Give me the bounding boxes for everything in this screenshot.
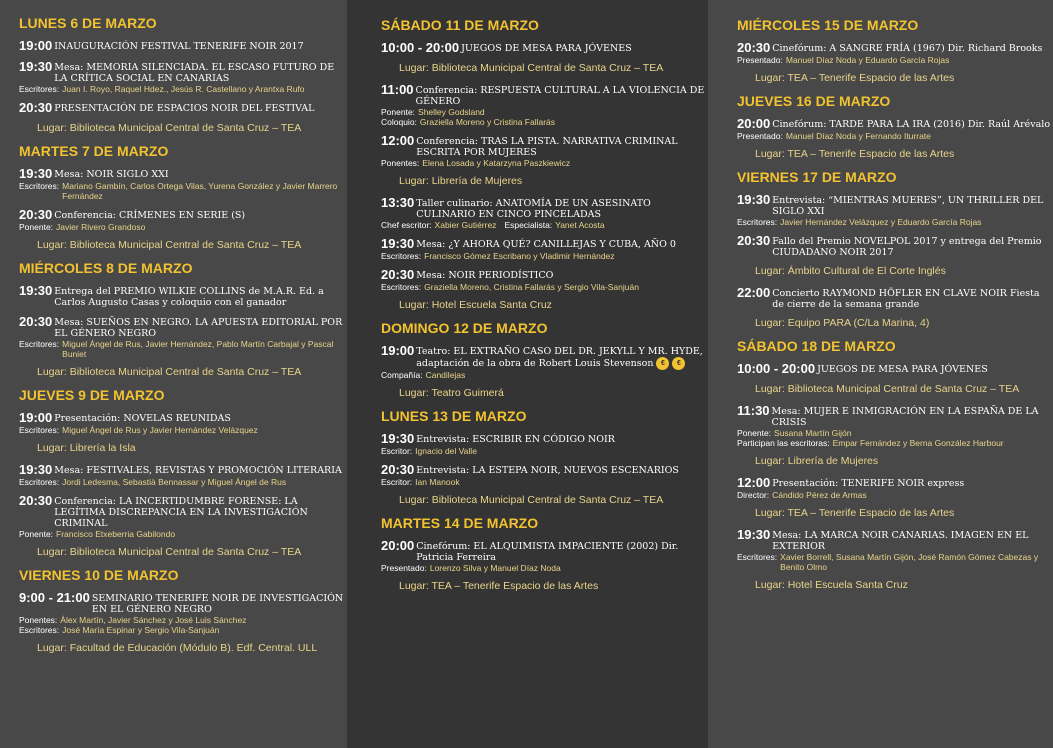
- event-title-text: Fallo del Premio NOVELPOL 2017 y entrega del Premio CIUDADANO NOIR 2017: [772, 236, 1042, 258]
- event-item: [737, 528, 1053, 572]
- day-heading: JUEVES 16 DE MARZO: [737, 93, 891, 109]
- event-time: 19:30: [381, 236, 415, 251]
- event-row: [737, 362, 1053, 376]
- event-people-line: [381, 563, 708, 573]
- event-title-text: PRESENTACIÓN DE ESPACIOS NOIR DEL FESTIVAL: [54, 103, 315, 114]
- event-item: [381, 539, 708, 573]
- day-heading: SÁBADO 11 DE MARZO: [381, 17, 539, 33]
- event-title: [416, 463, 679, 476]
- event-title: [416, 344, 708, 370]
- event-item: [381, 134, 708, 168]
- event-row: [381, 41, 708, 55]
- event-people-line: [381, 251, 708, 261]
- day-heading: DOMINGO 12 DE MARZO: [381, 320, 548, 336]
- person-role: Especialista:: [504, 220, 553, 230]
- day-heading: SÁBADO 18 DE MARZO: [737, 338, 896, 354]
- event-title-text: Mesa: NOIR PERIODÍSTICO: [416, 270, 554, 281]
- event-item: [381, 432, 708, 456]
- person-role: Escritores:: [19, 84, 60, 94]
- event-row: [737, 117, 1053, 131]
- event-people-line: [381, 446, 708, 456]
- person-role: Participan las escritoras:: [737, 438, 830, 448]
- event-title-text: Cinefórum: A SANGRE FRÍA (1967) Dir. Richard Brooks: [772, 43, 1043, 54]
- event-row: [737, 193, 1053, 217]
- person-role: Escritor:: [381, 477, 413, 487]
- event-title-text: Conferencia: RESPUESTA CULTURAL A LA VIOLENCIA DE GÉNERO: [415, 85, 705, 107]
- event-people-line: [737, 552, 1053, 572]
- person-role: Compañía:: [381, 370, 423, 380]
- event-item: [19, 101, 347, 115]
- event-time: 20:00: [737, 116, 771, 131]
- person-role: Ponente:: [737, 428, 772, 438]
- event-title: [416, 268, 553, 281]
- event-title-text: Mesa: NOIR SIGLO XXI: [54, 169, 169, 180]
- event-row: [381, 539, 708, 563]
- event-title-text: Mesa: FESTIVALES, REVISTAS Y PROMOCIÓN LITERARIA: [54, 465, 342, 476]
- event-title-text: Mesa: ¿Y AHORA QUÉ? CANILLEJAS Y CUBA, AÑO 0: [416, 239, 676, 250]
- day-heading: VIERNES 10 DE MARZO: [19, 567, 179, 583]
- event-time: 13:30: [381, 195, 415, 210]
- event-title: [54, 463, 342, 476]
- event-time: 20:30: [19, 100, 53, 115]
- event-title: [54, 101, 314, 114]
- person-role: Chef escritor:: [381, 220, 432, 230]
- event-item: [381, 237, 708, 261]
- event-title: [54, 60, 347, 84]
- person-role: Ponente:: [19, 529, 54, 539]
- event-row: [19, 463, 347, 477]
- event-title: [416, 432, 615, 445]
- event-venue: Lugar: Hotel Escuela Santa Cruz: [399, 299, 552, 311]
- event-time: 12:00: [381, 133, 415, 148]
- column-2: [347, 0, 708, 748]
- event-title-text: Cinefórum: EL ALQUIMISTA IMPACIENTE (2002) Dir. Patricia Ferreira: [416, 541, 679, 563]
- day-heading: MIÉRCOLES 8 DE MARZO: [19, 260, 193, 276]
- event-title: [772, 117, 1050, 130]
- event-time: 20:30: [381, 462, 415, 477]
- event-title-text: JUEGOS DE MESA PARA JÓVENES: [461, 43, 632, 54]
- event-time: 20:30: [19, 207, 53, 222]
- event-title: [772, 41, 1042, 54]
- event-venue: Lugar: TEA – Tenerife Espacio de las Artes: [755, 148, 955, 160]
- event-row: [19, 101, 347, 115]
- person-role: Escritores:: [19, 425, 60, 435]
- person-role: Ponente:: [19, 222, 54, 232]
- event-row: [737, 476, 1053, 490]
- person-names: Cándido Pérez de Armas: [772, 490, 867, 500]
- person-names: Álex Martín, Javier Sánchez y José Luis Sánchez: [60, 615, 247, 625]
- event-people-line: [737, 131, 1053, 141]
- event-item: [19, 494, 347, 539]
- event-people-line: [381, 477, 708, 487]
- person-role: Ponente:: [381, 107, 416, 117]
- event-title: [54, 315, 347, 339]
- event-row: [19, 39, 347, 53]
- event-title: [416, 83, 708, 107]
- event-row: [19, 315, 347, 339]
- event-title: [54, 284, 347, 308]
- event-venue: Lugar: Ámbito Cultural de El Corte Inglés: [755, 265, 946, 277]
- event-title-text: Entrega del PREMIO WILKIE COLLINS de M.A.R. Ed. a Carlos Augusto Casas y coloquio con el ganador: [54, 286, 324, 308]
- event-title-text: Teatro: EL EXTRAÑO CASO DEL DR. JEKYLL Y MR. HYDE, adaptación de la obra de Robert Louis Stevenson: [416, 346, 703, 369]
- day-heading: JUEVES 9 DE MARZO: [19, 387, 165, 403]
- event-row: [381, 134, 708, 158]
- person-names: Shelley Godsland: [418, 107, 485, 117]
- day-heading: MIÉRCOLES 15 DE MARZO: [737, 17, 919, 33]
- event-item: [381, 463, 708, 487]
- event-time: 19:30: [737, 192, 771, 207]
- event-people-line: [737, 55, 1053, 65]
- event-item: [737, 362, 1053, 376]
- person-names: Juan I. Royo, Raquel Hdez., Jesús R. Castellano y Arantxa Rufo: [62, 84, 305, 94]
- day-heading: MARTES 14 DE MARZO: [381, 515, 539, 531]
- event-item: [381, 344, 708, 380]
- event-time: 19:00: [381, 343, 415, 358]
- person-names: Xabier Gutiérrez: [434, 220, 497, 230]
- event-title-text: SEMINARIO TENERIFE NOIR DE INVESTIGACIÓN EN EL GÉNERO NEGRO: [91, 593, 344, 615]
- event-item: [737, 117, 1053, 141]
- event-row: [381, 344, 708, 370]
- event-title: [461, 41, 632, 54]
- event-time: 19:00: [19, 410, 53, 425]
- event-time: 19:30: [19, 59, 53, 74]
- event-row: [19, 60, 347, 84]
- event-row: [737, 234, 1053, 258]
- event-people-line: [19, 222, 347, 232]
- column-3: [708, 0, 1053, 748]
- person-names: Jordi Ledesma, Sebastià Bennassar y Miguel Ángel de Rus: [62, 477, 287, 487]
- event-title-text: Cinefórum: TARDE PARA LA IRA (2016) Dir. Raúl Arévalo: [772, 119, 1051, 130]
- event-title: [416, 196, 708, 220]
- event-row: [19, 208, 347, 222]
- event-title-text: Conferencia: LA INCERTIDUMBRE FORENSE: LA LEGÍTIMA DISCREPANCIA EN LA INVESTIGACIÓN CRIMINAL: [54, 496, 308, 529]
- event-title: [416, 237, 676, 250]
- event-time: 19:30: [381, 431, 415, 446]
- day-heading: LUNES 6 DE MARZO: [19, 15, 157, 31]
- event-time: 19:30: [19, 166, 53, 181]
- event-people-line: [737, 438, 1053, 448]
- event-venue: Lugar: Biblioteca Municipal Central de Santa Cruz – TEA: [399, 494, 664, 506]
- event-row: [19, 167, 347, 181]
- event-row: [381, 463, 708, 477]
- person-names: Ian Manook: [415, 477, 460, 487]
- person-names: Xavier Borrell, Susana Martín Gijón, José Ramón Gómez Cabezas y Benito Olmo: [780, 552, 1039, 572]
- event-venue: Lugar: TEA – Tenerife Espacio de las Artes: [755, 507, 955, 519]
- event-item: [737, 41, 1053, 65]
- event-row: [381, 432, 708, 446]
- event-venue: Lugar: Librería la Isla: [37, 442, 136, 454]
- person-names: Ignacio del Valle: [415, 446, 477, 456]
- person-names: Mariano Gambín, Carlos Ortega Vilas, Yurena González y Javier Marrero Fernández: [62, 181, 338, 201]
- event-title: [416, 134, 708, 158]
- event-people-line: [19, 339, 347, 359]
- person-role: Escritores:: [737, 217, 778, 227]
- event-title-text: JUEGOS DE MESA PARA JÓVENES: [817, 364, 988, 375]
- event-item: [737, 476, 1053, 500]
- event-row: [381, 83, 708, 107]
- event-time: 10:00 - 20:00: [737, 361, 816, 376]
- event-item: [381, 196, 708, 230]
- event-row: [19, 284, 347, 308]
- person-names: Javier Rivero Grandoso: [56, 222, 146, 232]
- event-time: 12:00: [737, 475, 771, 490]
- event-venue: Lugar: Librería de Mujeres: [755, 455, 879, 467]
- event-row: [381, 268, 708, 282]
- event-time: 19:30: [737, 527, 771, 542]
- event-time: 20:30: [19, 493, 53, 508]
- event-title-text: Mesa: SUEÑOS EN NEGRO. LA APUESTA EDITORIAL POR EL GÉNERO NEGRO: [54, 317, 343, 339]
- event-title: [54, 494, 347, 529]
- person-role: Escritores:: [19, 477, 60, 487]
- event-item: [19, 60, 347, 94]
- day-heading: VIERNES 17 DE MARZO: [737, 169, 897, 185]
- event-venue: Lugar: Biblioteca Municipal Central de Santa Cruz – TEA: [37, 239, 302, 251]
- event-title: [54, 39, 303, 52]
- event-people-line: [381, 158, 708, 168]
- day-heading: LUNES 13 DE MARZO: [381, 408, 527, 424]
- event-title-text: Concierto RAYMOND HÖFLER EN CLAVE NOIR Fiesta de cierre de la semana grande: [772, 288, 1040, 310]
- event-item: [19, 167, 347, 201]
- event-row: [19, 591, 347, 615]
- person-role: Coloquio:: [381, 117, 417, 127]
- person-role: Presentado:: [381, 563, 427, 573]
- event-title: [54, 208, 245, 221]
- event-time: 20:30: [737, 40, 771, 55]
- event-title-text: Entrevista: “MIENTRAS MUERES”, UN THRILLER DEL SIGLO XXI: [772, 195, 1044, 217]
- person-role: Escritores:: [19, 181, 60, 191]
- event-item: [737, 193, 1053, 227]
- event-people-line: [737, 490, 1053, 500]
- person-names: Miguel Ángel de Rus, Javier Hernández, Pablo Martín Carbajal y Pascal Buniet: [62, 339, 334, 359]
- person-names: Francisco Gómez Escribano y Vladimir Hernández: [424, 251, 615, 261]
- event-title: [54, 411, 231, 424]
- person-names: Yanet Acosta: [555, 220, 605, 230]
- event-time: 19:30: [19, 283, 53, 298]
- event-row: [737, 41, 1053, 55]
- day-heading: MARTES 7 DE MARZO: [19, 143, 169, 159]
- person-role: Director:: [737, 490, 770, 500]
- event-time: 20:30: [737, 233, 771, 248]
- event-title: [54, 167, 168, 180]
- event-title: [772, 193, 1053, 217]
- event-people-line: [381, 370, 708, 380]
- person-names: Manuel Díaz Noda y Eduardo García Rojas: [785, 55, 950, 65]
- person-role: Escritores:: [381, 282, 422, 292]
- event-venue: Lugar: Librería de Mujeres: [399, 175, 523, 187]
- person-names: Candilejas: [425, 370, 466, 380]
- event-time: 22:00: [737, 285, 771, 300]
- person-role: Ponentes:: [19, 615, 58, 625]
- event-title: [772, 476, 964, 489]
- person-role: Escritor:: [381, 446, 413, 456]
- column-1: [0, 0, 347, 748]
- person-names: Empar Fernández y Berna González Harbour: [832, 438, 1004, 448]
- event-people-line: [381, 117, 708, 127]
- person-role: Escritores:: [737, 552, 778, 562]
- event-title-text: Entrevista: ESCRIBIR EN CÓDIGO NOIR: [416, 434, 615, 445]
- event-time: 20:00: [381, 538, 415, 553]
- event-item: [381, 83, 708, 127]
- person-names: Susana Martín Gijón: [774, 428, 852, 438]
- event-venue: Lugar: TEA – Tenerife Espacio de las Artes: [399, 580, 599, 592]
- event-title-text: INAUGURACIÓN FESTIVAL TENERIFE NOIR 2017: [54, 41, 304, 52]
- event-venue: Lugar: Biblioteca Municipal Central de Santa Cruz – TEA: [37, 546, 302, 558]
- event-title: [772, 286, 1053, 310]
- event-item: [19, 315, 347, 359]
- event-row: [737, 528, 1053, 552]
- event-people-line: [381, 107, 708, 117]
- event-title-text: Presentación: NOVELAS REUNIDAS: [54, 413, 231, 424]
- event-title: [92, 591, 347, 615]
- event-title: [817, 362, 988, 375]
- event-item: [19, 463, 347, 487]
- event-item: [19, 411, 347, 435]
- event-time: 11:00: [381, 82, 414, 97]
- event-title-text: Entrevista: LA ESTEPA NOIR, NUEVOS ESCENARIOS: [416, 465, 679, 476]
- event-item: [381, 41, 708, 55]
- event-title-text: Presentación: TENERIFE NOIR express: [772, 478, 965, 489]
- event-venue: Lugar: Hotel Escuela Santa Cruz: [755, 579, 908, 591]
- person-names: Manuel Díaz Noda y Fernando Iturrate: [785, 131, 931, 141]
- event-title-text: Conferencia: CRÍMENES EN SERIE (S): [54, 210, 246, 221]
- event-time: 9:00 - 21:00: [19, 590, 90, 605]
- person-role: Ponentes:: [381, 158, 420, 168]
- event-row: [19, 411, 347, 425]
- event-row: [381, 237, 708, 251]
- event-time: 10:00 - 20:00: [381, 40, 460, 55]
- event-row: [19, 494, 347, 529]
- event-time: 19:30: [19, 462, 53, 477]
- event-people-line: [19, 425, 347, 435]
- event-row: [737, 286, 1053, 310]
- event-item: [737, 286, 1053, 310]
- event-people-line: [737, 217, 1053, 227]
- event-title-text: Conferencia: TRAS LA PISTA. NARRATIVA CRIMINAL ESCRITA POR MUJERES: [416, 136, 678, 158]
- event-item: [19, 208, 347, 232]
- event-venue: Lugar: Equipo PARA (C/La Marina, 4): [755, 317, 930, 329]
- event-people-line: [381, 282, 708, 292]
- person-names: Francisco Etxeberria Gabilondo: [56, 529, 176, 539]
- person-role: Escritores:: [19, 625, 60, 635]
- event-venue: Lugar: Teatro Guimerá: [399, 387, 504, 399]
- price-badge: €: [672, 357, 685, 370]
- person-names: Lorenzo Silva y Manuel Díaz Noda: [429, 563, 561, 573]
- event-item: [737, 404, 1053, 448]
- price-badge: €: [656, 357, 669, 370]
- event-people-line: [19, 84, 347, 94]
- event-row: [381, 196, 708, 220]
- event-title-text: Taller culinario: ANATOMÍA DE UN ASESINATO CULINARIO EN CINCO PINCELADAS: [416, 198, 651, 220]
- event-time: 11:30: [737, 403, 770, 418]
- person-names: Graziella Moreno y Cristina Fallarás: [419, 117, 556, 127]
- event-title-text: Mesa: MUJER E INMIGRACIÓN EN LA ESPAÑA DE LA CRISIS: [771, 406, 1039, 428]
- event-item: [737, 234, 1053, 258]
- event-venue: Lugar: Facultad de Educación (Módulo B). Edf. Central. ULL: [37, 642, 318, 654]
- event-row: [737, 404, 1053, 428]
- person-names: Graziella Moreno, Cristina Fallarás y Sergio Vila-Sanjuán: [424, 282, 639, 292]
- event-title: [772, 528, 1053, 552]
- person-names: Miguel Ángel de Rus y Javier Hernández Velázquez: [62, 425, 258, 435]
- event-item: [19, 39, 347, 53]
- event-venue: Lugar: Biblioteca Municipal Central de Santa Cruz – TEA: [37, 366, 302, 378]
- event-people-line: [19, 529, 347, 539]
- event-title: [416, 539, 708, 563]
- person-names: Elena Losada y Katarzyna Paszkiewicz: [422, 158, 571, 168]
- event-item: [19, 591, 347, 635]
- event-title: [772, 404, 1053, 428]
- event-people-line: [19, 615, 347, 625]
- event-people-line: [381, 220, 708, 230]
- event-time: 20:30: [19, 314, 53, 329]
- person-role: Presentado:: [737, 55, 783, 65]
- person-role: Escritores:: [19, 339, 60, 349]
- event-item: [381, 268, 708, 292]
- event-title-text: Mesa: MEMORIA SILENCIADA. EL ESCASO FUTURO DE LA CRÍTICA SOCIAL EN CANARIAS: [54, 62, 335, 84]
- person-role: Presentado:: [737, 131, 783, 141]
- event-people-line: [19, 477, 347, 487]
- event-item: [19, 284, 347, 308]
- event-time: 20:30: [381, 267, 415, 282]
- person-names: José María Espinar y Sergio Vila-Sanjuán: [62, 625, 220, 635]
- event-title: [772, 234, 1053, 258]
- event-people-line: [19, 181, 347, 201]
- event-venue: Lugar: TEA – Tenerife Espacio de las Artes: [755, 72, 955, 84]
- event-venue: Lugar: Biblioteca Municipal Central de Santa Cruz – TEA: [399, 62, 664, 74]
- event-title-text: Mesa: LA MARCA NOIR CANARIAS. IMAGEN EN EL EXTERIOR: [772, 530, 1029, 552]
- event-people-line: [737, 428, 1053, 438]
- event-time: 19:00: [19, 38, 53, 53]
- person-names: Javier Hernández Velázquez y Eduardo García Rojas: [780, 217, 982, 227]
- event-venue: Lugar: Biblioteca Municipal Central de Santa Cruz – TEA: [755, 383, 1020, 395]
- event-people-line: [19, 625, 347, 635]
- person-role: Escritores:: [381, 251, 422, 261]
- event-venue: Lugar: Biblioteca Municipal Central de Santa Cruz – TEA: [37, 122, 302, 134]
